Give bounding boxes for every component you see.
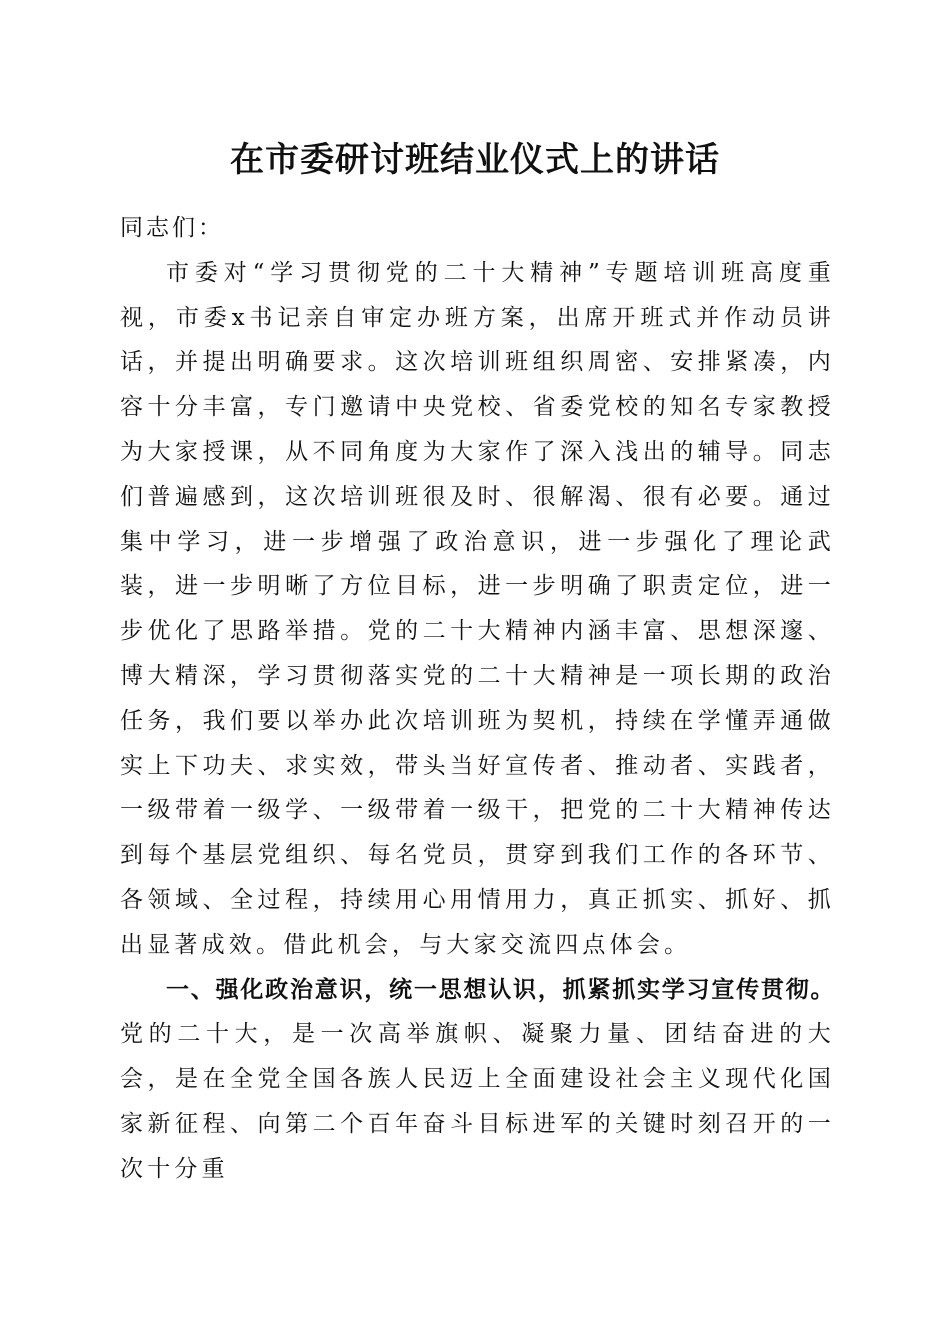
section-1-paragraph — [120, 968, 835, 1192]
section-1-heading: 一、强化政治意识，统一思想认识，抓紧抓实学习宣传贯彻。 — [166, 976, 835, 1003]
salutation: 同志们： — [120, 215, 224, 241]
section-1-text: 党的二十大，是一次高举旗帜、凝聚力量、团结奋进的大会，是在全党全国各族人民迈上全面建设社会主义现代化国家新征程、向第二个百年奋斗目标进军的关键时刻召开的一次十分重 — [120, 1021, 835, 1182]
document-body — [120, 206, 835, 1192]
document-title: 在市委研讨班结业仪式上的讲话 — [230, 140, 720, 180]
paragraph-1: 市委对“学习贯彻党的二十大精神”专题培训班高度重视，市委x书记亲自审定办班方案，出席开班式并作动员讲话，并提出明确要求。这次培训班组织周密、安排紧凑，内容十分丰富，专门邀请中央党校、省委党校的知名专家教授为大家授课，从不同角度为大家作了深入浅出的辅导。同志们普遍感到，这次培训班很及时、很解渴、很有必要。通过集中学习，进一步增强了政治意识，进一步强化了理论武装，进一步明晰了方位目标，进一步明确了职责定位，进一步优化了思路举措。党的二十大精神内涵丰富、思想深邃、博大精深，学习贯彻落实党的二十大精神是一项长期的政治任务，我们要以举办此次培训班为契机，持续在学懂弄通做实上下功夫、求实效，带头当好宣传者、推动者、实践者，一级带着一级学、一级带着一级干，把党的二十大精神传达到每个基层党组织、每名党员，贯穿到我们工作的各环节、各领域、全过程，持续用心用情用力，真正抓实、抓好、抓出显著成效。借此机会，与大家交流四点体会。 — [120, 259, 835, 958]
